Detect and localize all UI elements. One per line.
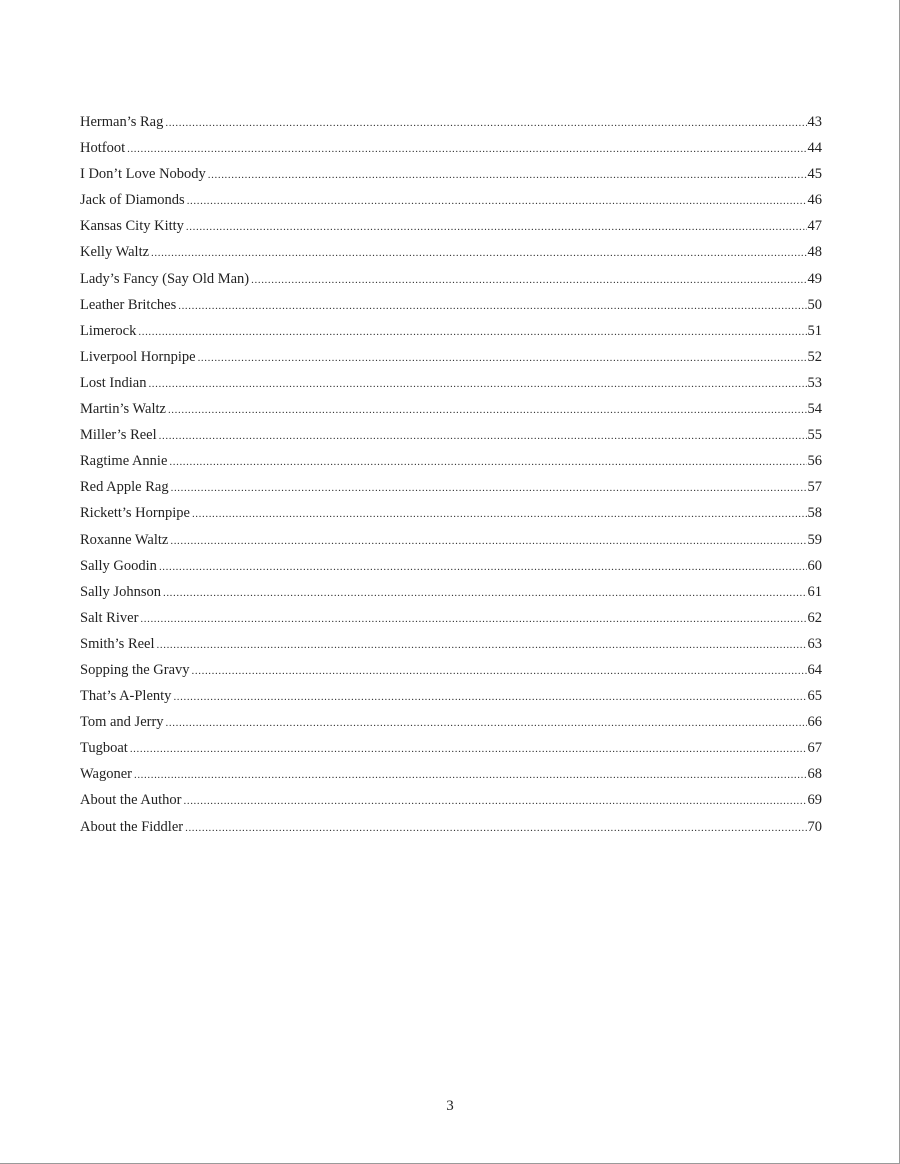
toc-dot-leader (166, 713, 807, 733)
toc-entry-page: 51 (807, 322, 822, 339)
toc-dot-leader (208, 165, 807, 185)
toc-entry-page: 52 (807, 348, 822, 365)
toc-entry-title: Kelly Waltz (80, 244, 150, 261)
toc-entry (80, 817, 822, 843)
toc-entry-title: That’s A-Plenty (80, 688, 172, 705)
toc-entry-page: 67 (807, 740, 822, 757)
toc-entry (80, 216, 822, 242)
toc-entry-page: 63 (807, 635, 822, 652)
toc-entry-title: Red Apple Rag (80, 479, 169, 496)
toc-entry-title: Wagoner (80, 766, 132, 783)
toc-entry-title: Tugboat (80, 740, 128, 757)
toc-entry-page: 50 (807, 296, 822, 313)
toc-entry-title: Kansas City Kitty (80, 218, 184, 235)
toc-dot-leader (198, 348, 807, 368)
toc-entry (80, 399, 822, 425)
toc-entry-title: Liverpool Hornpipe (80, 348, 196, 365)
toc-entry-title: Herman’s Rag (80, 114, 164, 130)
toc-dot-leader (185, 818, 806, 838)
toc-entry (80, 608, 822, 634)
toc-entry-page: 64 (807, 661, 822, 678)
toc-dot-leader (148, 374, 806, 394)
toc-entry-title: Sopping the Gravy (80, 661, 190, 678)
toc-entry-page: 44 (807, 140, 822, 157)
toc-entry-page: 56 (807, 453, 822, 470)
toc-entry-title: Ragtime Annie (80, 453, 168, 470)
toc-entry-page: 58 (807, 505, 822, 522)
toc-entry (80, 295, 822, 321)
toc-entry (80, 790, 822, 816)
toc-entry-title: Lady’s Fancy (Say Old Man) (80, 270, 250, 287)
toc-dot-leader (178, 296, 806, 316)
toc-entry-title: Leather Britches (80, 296, 177, 313)
toc-dot-leader (127, 139, 806, 159)
toc-entry-page: 70 (807, 818, 822, 835)
toc-entry-title: I Don’t Love Nobody (80, 166, 206, 183)
toc-entry (80, 164, 822, 190)
toc-entry (80, 190, 822, 216)
toc-entry-page: 60 (807, 557, 822, 574)
toc-entry-title: Roxanne Waltz (80, 531, 169, 548)
toc-entry (80, 582, 822, 608)
toc-entry-page: 46 (807, 192, 822, 209)
toc-entry (80, 112, 822, 138)
toc-entry-page: 68 (807, 766, 822, 783)
toc-entry (80, 321, 822, 347)
toc-entry (80, 712, 822, 738)
toc-entry-title: Smith’s Reel (80, 635, 155, 652)
toc-dot-leader (192, 504, 807, 524)
toc-dot-leader (140, 609, 806, 629)
toc-entry-title: Sally Goodin (80, 557, 157, 574)
toc-entry (80, 503, 822, 529)
toc-dot-leader (171, 478, 807, 498)
toc-dot-leader (184, 791, 807, 811)
toc-entry-page: 45 (807, 166, 822, 183)
toc-dot-leader (159, 426, 807, 446)
toc-dot-leader (186, 217, 807, 237)
toc-dot-leader (173, 687, 806, 707)
toc-entry (80, 242, 822, 268)
toc-dot-leader (163, 583, 807, 603)
toc-entry (80, 425, 822, 451)
toc-entry (80, 373, 822, 399)
toc-dot-leader (130, 739, 807, 759)
toc-entry (80, 634, 822, 660)
toc-dot-leader (157, 635, 807, 655)
toc-entry (80, 556, 822, 582)
toc-entry (80, 686, 822, 712)
toc-entry-title: Lost Indian (80, 374, 147, 391)
toc-entry (80, 269, 822, 295)
toc-entry-page: 47 (807, 218, 822, 235)
toc-dot-leader (168, 400, 807, 420)
toc-dot-leader (187, 191, 807, 211)
toc-entry-page: 59 (807, 531, 822, 548)
toc-entry (80, 451, 822, 477)
toc-entry (80, 738, 822, 764)
toc-entry-page: 57 (807, 479, 822, 496)
toc-entry-title: About the Fiddler (80, 818, 184, 835)
toc-entry-page: 53 (807, 374, 822, 391)
toc-entry-page: 48 (807, 244, 822, 261)
toc-entry-title: About the Author (80, 792, 182, 809)
toc-entry (80, 660, 822, 686)
toc-dot-leader (169, 452, 806, 472)
toc-entry-page: 69 (807, 792, 822, 809)
toc-dot-leader (138, 322, 806, 342)
toc-entry (80, 347, 822, 373)
toc-entry-page: 54 (807, 401, 822, 418)
toc-entry-page: 43 (807, 114, 822, 130)
toc-entry (80, 138, 822, 164)
toc-dot-leader (134, 765, 807, 785)
toc-dot-leader (159, 557, 807, 577)
toc-entry-title: Tom and Jerry (80, 714, 164, 731)
toc-dot-leader (151, 243, 806, 263)
toc-entry (80, 477, 822, 503)
toc-entry-title: Miller’s Reel (80, 427, 157, 444)
toc-entry-title: Limerock (80, 322, 137, 339)
toc-entry-title: Sally Johnson (80, 583, 161, 600)
toc-entry (80, 530, 822, 556)
toc-entry (80, 764, 822, 790)
table-of-contents (80, 112, 822, 843)
toc-dot-leader (170, 531, 806, 551)
toc-entry-title: Rickett’s Hornpipe (80, 505, 190, 522)
toc-entry-page: 55 (807, 427, 822, 444)
toc-dot-leader (251, 270, 806, 290)
toc-entry-title: Hotfoot (80, 140, 126, 157)
toc-entry-title: Martin’s Waltz (80, 401, 166, 418)
toc-entry-page: 62 (807, 609, 822, 626)
toc-dot-leader (192, 661, 807, 681)
toc-entry-page: 49 (807, 270, 822, 287)
page-number: 3 (446, 1098, 454, 1114)
toc-entry-page: 61 (807, 583, 822, 600)
toc-entry-title: Salt River (80, 609, 139, 626)
toc-dot-leader (165, 113, 806, 133)
toc-entry-page: 66 (807, 714, 822, 731)
toc-entry-title: Jack of Diamonds (80, 192, 185, 209)
toc-entry-page: 65 (807, 688, 822, 705)
